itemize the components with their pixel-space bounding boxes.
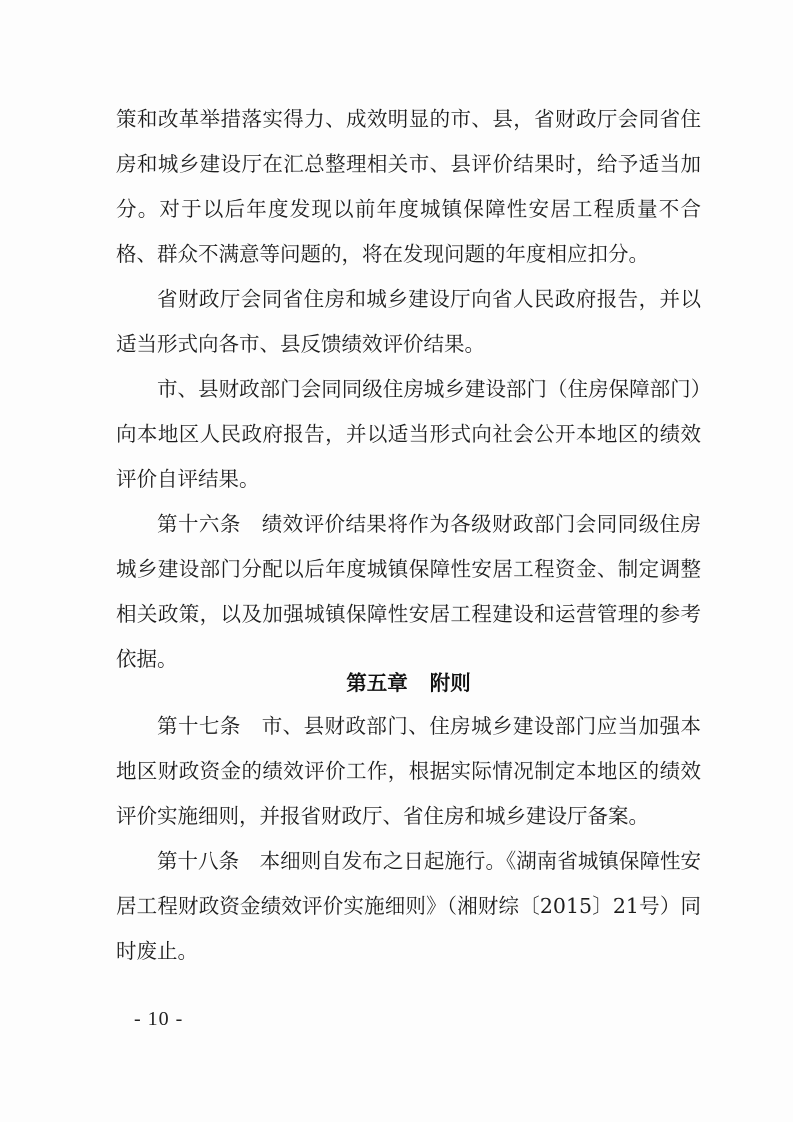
paragraph-report-province: 省财政厅会同省住房和城乡建设厅向省人民政府报告，并以适当形式向各市、县反馈绩效评价结果。 (116, 287, 701, 356)
chapter-title: 附则 (429, 671, 471, 695)
page-number: - 10 - (134, 1008, 184, 1030)
paragraph-report-local: 市、县财政部门会同同级住房城乡建设部门（住房保障部门）向本地区人民政府报告，并以适当形式向社会公开本地区的绩效评价自评结果。 (116, 377, 701, 491)
article-18: 第十八条 本细则自发布之日起施行。《湖南省城镇保障性安居工程财政资金绩效评价实施细则》（湘财综〔2015〕21号）同时废止。 (116, 849, 701, 963)
article-16: 第十六条 绩效评价结果将作为各级财政部门会同同级住房城乡建设部门分配以后年度城镇保障性安居工程资金、制定调整相关政策，以及加强城镇保障性安居工程建设和运营管理的参考依据。 (116, 512, 701, 671)
chapter-number: 第五章 (346, 671, 408, 695)
paragraph-scoring: 策和改革举措落实得力、成效明显的市、县，省财政厅会同省住房和城乡建设厅在汇总整理相关市、县评价结果时，给予适当加分。对于以后年度发现以前年度城镇保障性安居工程质量不合格、群众不满意等问题的，将在发现问题的年度相应扣分。 (116, 107, 701, 266)
chapter-heading (116, 661, 701, 706)
body-section-top (116, 97, 701, 682)
article-17: 第十七条 市、县财政部门、住房城乡建设部门应当加强本地区财政资金的绩效评价工作，根据实际情况制定本地区的绩效评价实施细则，并报省财政厅、省住房和城乡建设厅备案。 (116, 714, 701, 828)
body-section-bottom (116, 704, 701, 974)
